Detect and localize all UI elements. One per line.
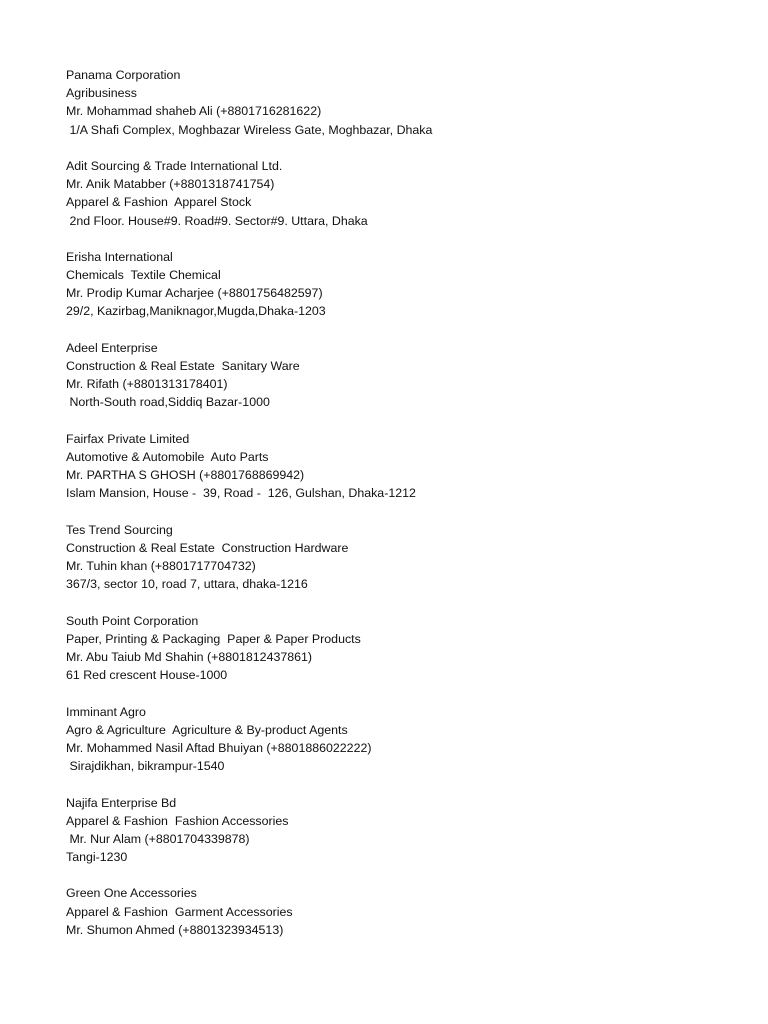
contact-person: Mr. Tuhin khan (+8801717704732)	[66, 559, 256, 574]
company-entry-fairfax	[66, 430, 746, 503]
company-entry-tes-trend	[66, 521, 746, 594]
company-address: Islam Mansion, House - 39, Road - 126, Gulshan, Dhaka-1212	[66, 486, 416, 501]
company-address: Sirajdikhan, bikrampur-1540	[66, 759, 225, 774]
contact-person: Mr. Prodip Kumar Acharjee (+8801756482597)	[66, 286, 323, 301]
company-category: Apparel & Fashion Fashion Accessories	[66, 813, 289, 828]
company-name: Green One Accessories	[66, 886, 197, 901]
company-category: Agro & Agriculture Agriculture & By-product Agents	[66, 722, 348, 737]
company-name: South Point Corporation	[66, 613, 199, 628]
company-name: Fairfax Private Limited	[66, 431, 190, 446]
company-category: Automotive & Automobile Auto Parts	[66, 449, 269, 464]
company-name: Najifa Enterprise Bd	[66, 795, 177, 810]
contact-person: Mr. Anik Matabber (+8801318741754)	[66, 177, 275, 192]
contact-person: Mr. Mohammed Nasil Aftad Bhuiyan (+8801886022222)	[66, 740, 372, 755]
company-entry-panama	[66, 66, 746, 139]
company-name: Tes Trend Sourcing	[66, 522, 173, 537]
company-address: North-South road,Siddiq Bazar-1000	[66, 395, 270, 410]
contact-person: Mr. PARTHA S GHOSH (+8801768869942)	[66, 468, 305, 483]
company-entry-adeel	[66, 339, 746, 412]
company-address: 1/A Shafi Complex, Moghbazar Wireless Gate, Moghbazar, Dhaka	[66, 122, 433, 137]
company-name: Erisha International	[66, 249, 173, 264]
company-entry-adit	[66, 157, 746, 230]
company-address: 367/3, sector 10, road 7, uttara, dhaka-1216	[66, 577, 308, 592]
contact-person: Mr. Abu Taiub Md Shahin (+8801812437861)	[66, 650, 313, 664]
company-category: Apparel & Fashion Apparel Stock	[66, 195, 252, 210]
company-name: Imminant Agro	[66, 704, 146, 719]
company-address: Tangi-1230	[66, 850, 128, 865]
company-category: Paper, Printing & Packaging Paper & Paper Products	[66, 631, 361, 646]
company-address: 29/2, Kazirbag,Maniknagor,Mugda,Dhaka-1203	[66, 304, 326, 319]
company-entry-najifa	[66, 794, 746, 867]
company-entry-imminant	[66, 703, 746, 776]
company-entry-green-one	[66, 884, 746, 939]
contact-person: Mr. Rifath (+8801313178401)	[66, 377, 228, 392]
contact-person: Mr. Shumon Ahmed (+8801323934513)	[66, 922, 284, 937]
company-entry-south-point	[66, 612, 746, 685]
company-name: Adit Sourcing & Trade International Ltd.	[66, 158, 283, 173]
company-name: Panama Corporation	[66, 68, 181, 82]
company-category: Construction & Real Estate Construction Hardware	[66, 540, 349, 555]
company-name: Adeel Enterprise	[66, 340, 158, 355]
company-category: Apparel & Fashion Garment Accessories	[66, 904, 293, 919]
contact-person: Mr. Nur Alam (+8801704339878)	[66, 831, 250, 846]
contact-person: Mr. Mohammad shaheb Ali (+8801716281622)	[66, 104, 322, 119]
company-address: 2nd Floor. House#9. Road#9. Sector#9. Uttara, Dhaka	[66, 213, 368, 228]
company-category: Chemicals Textile Chemical	[66, 268, 221, 283]
company-entry-erisha	[66, 248, 746, 321]
company-category: Construction & Real Estate Sanitary Ware	[66, 359, 300, 373]
company-address: 61 Red crescent House-1000	[66, 668, 228, 683]
document-page	[66, 66, 746, 957]
company-category: Agribusiness	[66, 86, 137, 101]
